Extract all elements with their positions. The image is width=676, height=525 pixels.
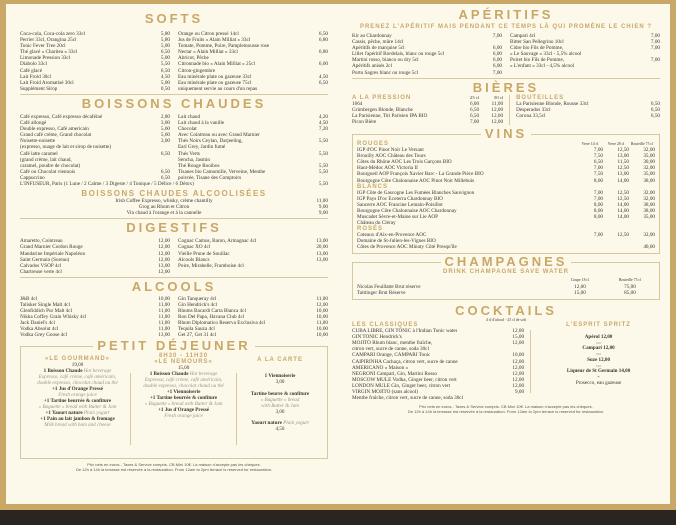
menu-item: Thé glacé « Charitea » 33cl 6,50 [20,49,170,56]
champagnes-title: CHAMPAGNES [441,255,572,269]
menu-item: (expresso, nuage de lait et sirop de noisette) [20,144,112,151]
menu-paper [6,4,670,504]
divider [352,78,660,79]
menu-item: « L'enfant » 33cl - 4,5% alcool [510,63,575,70]
menu-item: Menthe fraîche, citron vert, sucre de canne, soda 30cl [352,395,464,402]
footer-note-right: Prix nets en euros - Taxes & Service compris. CB Mini 10€. La maison n'accepte pas les chèques. De 12h à 14h la terrasse est réservée à la restauration. From 12am to 2pm terrace is reserved for restauration. [407,404,605,415]
menu-item: Desperados 33cl 6,50 [516,106,660,113]
menu-item: Irish Coffee Expresso, whisky, crème chantilly 11,00 [115,198,328,205]
vins-title: VINS [481,127,531,141]
left-page [20,4,328,504]
menu-item: Noisette-noisette 3,00 [20,138,170,145]
cocktails-list: LES CLASSIQUES CUBA LIBRE, GIN TONIC à l'Indian Tonic water 12,00 GIN TONIC Hendrick's 15,00 MOJITO Rhum blanc, menthe fraîche, 12,00 citron vert, sucre de canne, soda 30cl CAMPARI Orange, CAMPARI Tonic 10,00 CAÏPIRINHA Cachaça, citron vert, sucre de canne 12,00 AMERICANO « Maison » 12,00 NEGRONI Campari, Gin, Martini Rosso 12,00 MOSCOW MULE Vodka, Ginger beer, citron vert 12,00 LONDON MULE Gin, Ginger beer, citron vert 12,00 VIRGIN MOJITO (sans alcool) 9,00 Menthe fraîche, citron vert, sucre de canne, soda 30cl L'ESPRIT SPRITZ Apérol 12,00 ou Campari 12,00 ou Suze 12,00 ou Liqueur de St Germain 14,00 + Prosecco, eau gazeuse [352,322,660,401]
menu-item: Poire, Mirabelle, Framboise 4cl [178,262,244,269]
menu-item: CUBA LIBRE, GIN TONIC à l'Indian Tonic water 12,00 [352,328,525,335]
menu-item: Martini rosso, bianco ou dry 5cl 6,00 [352,57,502,64]
menu-item: Vieille Prune de Souillac 13,00 [178,250,328,257]
menu-item: Domaine de St-Julien-les-Vignes BIO [357,238,436,245]
menu-item: La Parisienne Blonde, Rousse 33cl 6,50 [516,100,660,107]
alcoolisees-title: BOISSONS CHAUDES ALCOOLISÉES [81,189,267,199]
menu-item: Limonade Pression 33cl 5,00 [20,55,170,62]
right-page [352,4,660,504]
menu-item: Brouilly AOC Château des Tours 7,50 13,00 35,00 [357,153,655,160]
divider [20,218,328,219]
infuseur-row: L'INFUSEUR, Paris (1 Lune / 2 Calme / 3 Digeste / 4 Tonique / 5 Délice / 6 Détox) 5,50 [20,180,328,187]
alcoolisees-list [20,198,328,216]
menu-item: Lait Froid Aromatisé 30cl 5,00 [20,79,170,86]
menu-item: Porto Sagres blanc ou rouge 5cl 7,00 [352,69,502,76]
menu-item: Rhum Diplomatico Reserva Exclusiva 4cl 11,00 [178,320,328,327]
esprit-spritz: L'ESPRIT SPRITZ Apérol 12,00 ou Campari 12,00 ou Suze 12,00 ou Liqueur de St Germain 14,00 + Prosecco, eau gazeuse [566,322,631,386]
menu-item: Cognac Camus, Baron, Armagnac 4cl 13,00 [178,238,328,245]
menu-item: poivrée, Tisane des Comptoirs [178,174,242,181]
menu-item: (grand crème, lait chaud, [20,156,72,163]
menu-item: Jus de Fruits « Alain Milliat » 33cl 6,80 [178,37,328,44]
cocktails-title: COCKTAILS [455,303,557,319]
menu-item: Thés Noirs Ceylan, Darjeeling, 5,50 [178,138,328,145]
menu-item: Rhums Bacardi Carta Blanca 4cl 10,00 [178,308,328,315]
a-la-carte: A LA CARTE 1 Viennoiserie 3,00 Tartine beurre & confiture « Baguette » bread with Butter & Jam 3,00 Yaourt nature Plain yogurt 4,50 [250,356,310,432]
menu-item: Nicolas Feuillatte Brut réserve 12,00 75,00 [357,283,636,290]
menu-item: Eau minérale plate ou gazeuse 33cl 4,50 [178,73,328,80]
menu-item: CAMPARI Orange, CAMPARI Tonic 10,00 [352,352,525,359]
menu-item: Lait Froid 30cl 4,50 [20,73,170,80]
menu-item: Avec Cointreau ou avec Grand Marnier [178,132,260,139]
menu-item: Bourgueil AOP François Xavier Barc - La Grande Pièce BIO 7,50 13,00 35,00 [357,171,655,178]
menu-item: MOSCOW MULE Vodka, Ginger beer, citron vert 12,00 [352,376,525,383]
menu-item: Citronnade bio « Alain Milliat » 25cl 6,00 [178,61,328,68]
menu-item: J&B 4cl 10,00 [20,295,170,302]
menu-item: Glenfiddich Pur Malt 4cl 11,00 [20,308,170,315]
menu-item: Vodka Absolut 4cl 11,00 [20,326,170,333]
menu-item: Côtes de Provence AOC Minuty Côté Presqu'île 40,00 [357,244,655,251]
menu-item: Bourgogne Côte Chalonnaise AOC Chardonnay 8,00 14,00 38,00 [357,207,655,214]
menu-item: Tomate, Pomme, Poire, Pamplemousse rose [178,43,270,50]
menu-item: VIRGIN MOJITO (sans alcool) 9,00 [352,388,525,395]
menu-item: IGP Côte de Gascogne Les Fumées Blanches Sauvignon 7,00 12,50 32,00 [357,189,655,196]
aperitifs-title: APÉRITIFS [458,7,554,22]
bieres-list: A LA PRESSION 25 cl 50 cl 1664 6,00 11,00 Grimbergen Blonde, Blanche 6,50 12,00 La Parisienne, Titi Parisien IPA BIO 6,50 12,00 Picon Bière 7,00 12,00 BOUTEILLES La Parisienne Blonde, Rousse 33cl 6,50 Desperados 33cl 6,50 Corona 33,5cl 6,50 [352,94,660,125]
menu-item: « Le Sauvage » 33cl - 5,5% alcool [510,51,582,58]
menu-item: Gin Hendrick's 4cl 12,00 [178,302,328,308]
menu-item: Café glacé 6,50 [20,67,170,74]
menu-item: Double expresso, Café americain 5,60 [20,126,170,133]
menu-item: Sancerre AOC Francine Lemain-Poisillot 8,00 14,00 38,00 [357,201,655,208]
menu-item: Kir au Chardonnay 7,00 [352,33,502,39]
menu-item: Lait chaud 4,20 [178,113,328,120]
menu-item: Thés Verts 5,50 [178,150,328,157]
menu-item: Tonic Fever Tree 20cl 5,00 [20,43,170,50]
menu-item: Jack Daniel's 4cl 11,00 [20,320,170,327]
menu-item: IGP Pays D'oc Ecoterra Chardonnay BIO 7,00 12,50 32,00 [357,195,655,202]
menu-item: Haut-Médoc AOC Victoria II 7,00 12,50 32,00 [357,165,655,172]
champagnes-box: CHAMPAGNES DRINK CHAMPAGNE SAVE WATER Coupe 18 cl Bouteille 75 cl Nicolas Feuillatte Brut réserve 12,00 75,00 Taittinger Brut Réserve 15,00 85,00 [352,262,660,300]
aperitifs-list [352,33,660,76]
menu-item: Coteaux d'Aix-en-Provence AOC 7,00 12,50 32,00 [357,232,655,239]
menu-item: Citron-gingembre [178,67,216,74]
menu-item: Café latte caramel 6,50 [20,150,170,157]
menu-item: Cassis, pêche, mûre 14cl [352,39,404,46]
menu-item: Cappuccino 6,50 [20,174,170,181]
menu-item: Calvados VSOP 4cl 13,00 [20,262,170,269]
aperitifs-subtitle: PRENEZ L'APÉRITIF MAIS PENDANT CE TEMPS LÀ QUI PROMÈNE LE CHIEN ? [359,24,653,30]
menu-item: Nectar « Alain Milliat » 33cl 6,80 [178,49,328,56]
bieres-title: BIÈRES [472,79,540,95]
menu-item: Bitter San Pellegrino 10cl 7,00 [510,39,660,46]
menu-item: Château du Cléray [357,220,396,227]
menu-item: Grog au Rhum et Citron 9,00 [138,204,328,211]
menu-item: Lait chaud à la vanille 4,50 [178,120,328,127]
petit-dejeuner-box [20,337,328,459]
menu-item: Grand Marnier Cordon Rouge 12,00 [20,244,170,251]
menu-item: La Parisienne, Titi Parisien IPA BIO 6,50 12,00 [352,112,504,119]
menu-item: Diabolo 33cl 5,50 [20,61,170,68]
vins-box: VINS ROUGES Verre 14 cl Verre 28 cl Bouteille 75 cl IGP d'OC Pinot Noir Le Versant 7,00 12,50 32,00 Brouilly AOC Château des Tours 7,50 13,00 35,00 Côtes du Rhône AOC Les Trois Garçons BIO 6,50 11,50 30,00 Haut-Médoc AOC Victoria II 7,00 12,50 32,00 Bourgueil AOP François Xavier Barc - La Grande Pièce BIO 7,50 13,00 35,00 Bourgogne Côte Chalonnaise AOC Pinot Noir Millebuis 8,00 14,00 38,00 BLANCS IGP Côte de Gascogne Les Fumées Blanches Sauvignon 7,00 12,50 32,00 IGP Pays D'oc Ecoterra Chardonnay BIO 7,00 12,50 32,00 Sancerre AOC Francine Lemain-Poisillot 8,00 14,00 38,00 Bourgogne Côte Chalonnaise AOC Chardonnay 8,00 14,00 38,00 Muscadet Sèvre-et-Maine sur Lie AOP 8,00 14,00 35,00 Château du Cléray ROSÉS Coteaux d'Aix-en-Provence AOC 7,00 12,50 32,00 Domaine de St-Julien-les-Vignes BIO Côtes de Provence AOC Minuty Côté Presqu'île 40,00 [352,134,660,254]
menu-item: Côtes du Rhône AOC Les Trois Garçons BIO 6,50 11,50 30,00 [357,159,655,166]
menu-item: Amaretto, Cointreau 12,00 [20,238,170,245]
chaudes-title: BOISSONS CHAUDES [81,95,267,111]
menu-item: Picon Bière 7,00 12,00 [352,118,504,125]
menu-item: Gin Tanqueray 4cl 11,00 [178,295,328,302]
menu-item: IGP d'OC Pinot Noir Le Versant 7,00 12,50 32,00 [357,147,655,154]
menu-item: Coca-cola, Coca-cola zero 33cl 5,80 [20,31,170,37]
menu-item: Campari 4cl 7,00 [510,33,660,39]
menu-item: Poiret bio Fils de Pomme, 7,00 [510,57,660,64]
menu-item: Eau minérale plate ou gazeuse 75cl 6,50 [178,79,328,86]
bottom-band [0,510,676,525]
cocktails-note: 4 cl d'alcool - 25 cl de soft [485,318,527,323]
menu-item: Bourgogne Côte Chalonnaise AOC Pinot Noir Millebuis 8,00 14,00 38,00 [357,177,655,184]
softs-list [20,31,328,92]
menu-item: citron vert, sucre de canne, soda 30cl [352,346,429,353]
chaudes-list [20,114,328,181]
softs-title: SOFTS [144,11,204,26]
digestifs-title: DIGESTIFS [126,220,222,236]
menu-item: Taittinger Brut Réserve 15,00 85,00 [357,289,636,296]
menu-item: Chartreuse verte 4cl 12,00 [20,268,170,275]
menu-item: Tisanes bio Camomille, Verveine, Menthe 5,50 [178,168,328,175]
menu-item: Cognac XO 4cl 20,00 [178,244,328,251]
menu-item: Apéritifs anisés 2cl 6,00 [352,63,502,70]
menu-item: uniquement servie au cours d'un repas [178,85,258,92]
menu-item: AMERICANO « Maison » 12,00 [352,364,525,371]
menu-item: Saint Germain (Sureau) 12,00 [20,256,170,263]
footer-note-left: Prix nets en euros - Taxes & Service compris. CB Mini 10€. La maison n'accepte pas les chèques. De 12h à 14h la terrasse est réservée à la restauration. From 12am to 2pm terrace is reserved for restauration. [75,461,273,472]
menu-item: Muscadet Sèvre-et-Maine sur Lie AOP 8,00 14,00 35,00 [357,213,655,220]
alcools-list [20,296,328,339]
menu-item: Orange ou Citron pressé 14cl 6,50 [178,31,328,37]
menu-item: Apéritifs de marquise 5cl 6,00 [352,45,502,52]
menu-item: Ron Del Papa, Havana Club 4cl 10,00 [178,314,328,321]
menu-item: Nikka Coffey Grain Whisky 4cl 11,00 [20,314,170,321]
menu-item: Chocolat 7,20 [178,126,328,133]
menu-item: Lillet l'apéritif Bordelais, blanc ou rouge 5cl 6,00 [352,51,502,58]
menu-item: NEGRONI Campari, Gin, Martini Rosso 12,00 [352,370,525,377]
formule-nemours: 8H30 - 11H30 «LE NEMOURS» 15,00 1 Boisson Chaude Hot beverage Expresso, café crème, café américain, double expresso, chocolat chaud ou thé +1 Viennoiserie +1 Tartine beurrée & confiture « Baguette » bread with Butter & Jam +1 Jus d'Orange Pressé Fresh orange juice [143,352,224,419]
menu-item: Talisker Single Malt 4cl 11,00 [20,302,170,308]
menu-item: Cidre bio Fils de Pomme, 7,00 [510,45,660,52]
menu-item: Tequila Sauza 4cl 10,00 [178,326,328,333]
menu-item: Thé Rouge Rooibos 5,50 [178,162,328,169]
menu-item: Vodka Grey Goose 4cl 13,00 [20,332,170,339]
menu-item: Perrier 33cl, Orangina 25cl 5,80 [20,37,170,44]
menu-item: Sencha, Jasmin [178,156,210,163]
menu-item: Abricot, Pêche [178,55,209,62]
menu-item: Corona 33,5cl 6,50 [516,112,660,119]
menu-item: GIN TONIC Hendrick's 15,00 [352,334,525,341]
digestifs-list [20,238,328,275]
divider [20,277,328,278]
menu-item: Alcools Blancs 13,00 [178,256,328,263]
divider [20,94,328,95]
menu-item: Café expresso, Café expresso décaféiné 2,80 [20,113,170,120]
menu-item: LONDON MULE Gin, Ginger beer, citron vert 12,00 [352,382,525,389]
menu-item: Café ou Chocolat viennois 6,50 [20,168,170,175]
menu-item: Café allongé 3,00 [20,120,170,127]
menu-item: Vin chaud à l'orange et à la cannelle 9,00 [126,210,328,217]
menu-item: 1664 6,00 11,00 [352,100,504,107]
menu-item: MOJITO Rhum blanc, menthe fraîche, 12,00 [352,340,525,347]
menu-item: Grimbergen Blonde, Blanche 6,50 12,00 [352,106,504,113]
formule-gourmand: «LE GOURMAND» 19,00 1 Boisson Chaude Hot beverage Expresso, café crème, café américain, double expresso, chocolat chaud ou thé +1 Jus d'Orange Pressé Fresh orange juice +1 Tartine beurrée & confiture « Baguette » bread with Butter & Jam +1 Yaourt nature Plain yogurt +1 Pain au lait jambon & fromage Milk bread with ham and cheese [37,355,118,428]
menu-item: Grand café crème, Grand chocolat 5,60 [20,132,170,139]
menu-item: Mandarine Impériale Napoléon 12,00 [20,250,170,257]
alcools-title: ALCOOLS [131,278,217,294]
menu-item: Supplément Sirop 0,50 [20,85,170,92]
menu-item: CAÏPIRINHA Cachaça, citron vert, sucre de canne 12,00 [352,358,525,365]
menu-item: caramel, poudre de chocolat) [20,162,81,169]
menu-item: Get 27, Get 31 4cl 10,00 [178,332,328,339]
menu-item: Earl Grey, Jardin fumé [178,144,226,151]
dejeuner-title: PETIT DÉJEUNER [93,339,254,353]
